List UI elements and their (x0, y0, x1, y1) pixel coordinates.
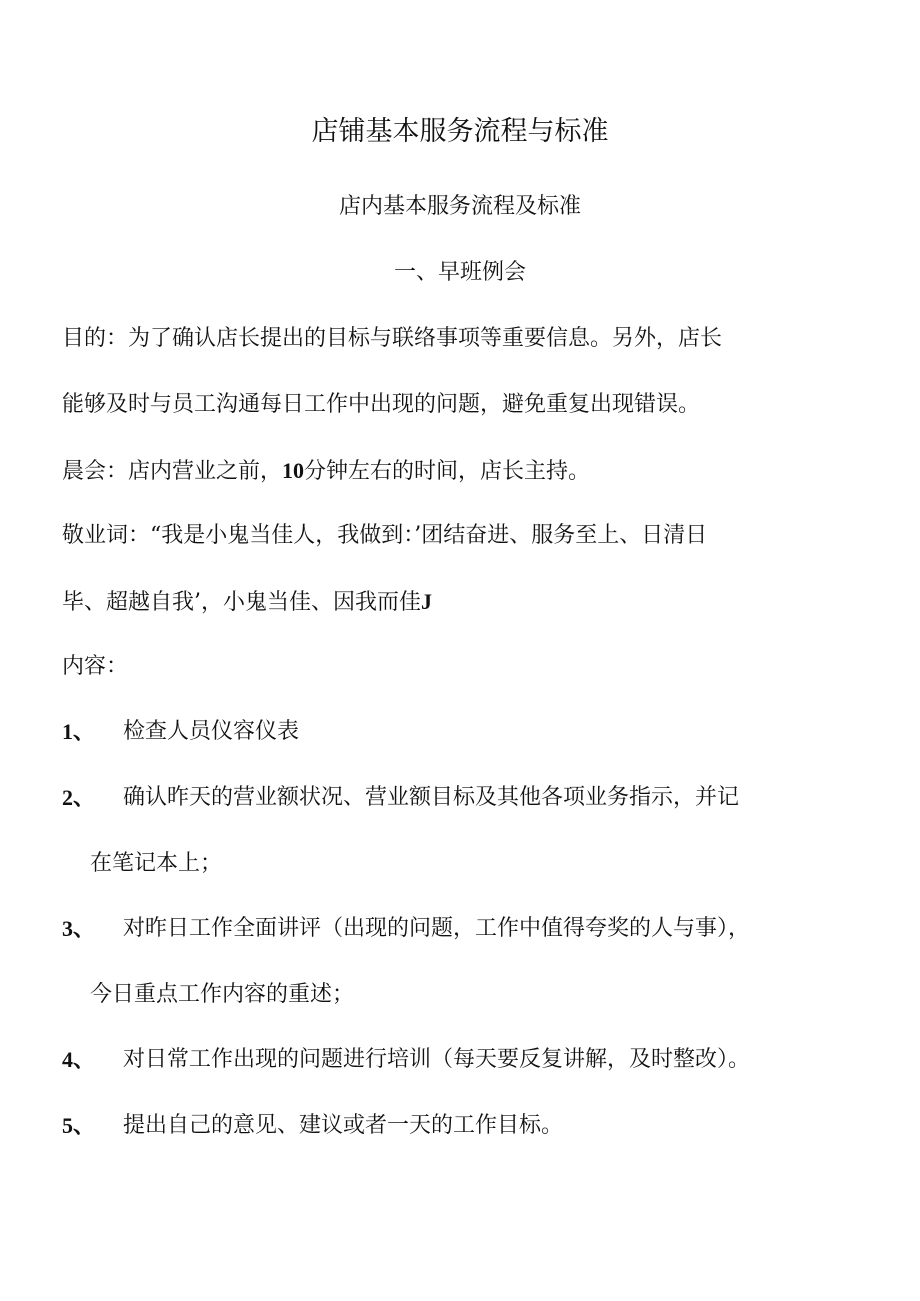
morning-meeting-suffix: 分钟左右的时间，店长主持。 (304, 459, 591, 484)
list-item-text: 确认昨天的营业额状况、营业额目标及其他各项业务指示，并记 (123, 785, 740, 810)
list-item-continuation: 在笔记本上； (90, 851, 223, 876)
list-item-text: 对昨日工作全面讲评（出现的问题，工作中值得夸奖的人与事）， (123, 916, 751, 941)
section-heading: 一、早班例会 (393, 260, 526, 285)
motto-line-2-mark: J (421, 589, 432, 614)
content-label: 内容： (62, 654, 129, 679)
list-item-number: 3、 (62, 916, 96, 941)
list-item-text: 对日常工作出现的问题进行培训（每天要反复讲解，及时整改）。 (123, 1047, 751, 1072)
document-subtitle: 店内基本服务流程及标准 (338, 194, 581, 219)
motto-line-2-text: 毕、超越自我’，小鬼当佳、因我而佳 (62, 590, 421, 615)
document-title: 店铺基本服务流程与标准 (311, 116, 609, 147)
list-item-number: 2、 (62, 785, 96, 810)
list-item-number: 4、 (62, 1047, 96, 1072)
motto-line-2 (62, 585, 432, 620)
list-item-number: 5、 (62, 1113, 96, 1138)
motto-line-1: 敬业词：“我是小鬼当佳人，我做到：’团结奋进、服务至上、日清日 (62, 523, 708, 548)
morning-meeting-line (62, 454, 590, 489)
morning-meeting-number: 10 (282, 458, 305, 483)
list-item-continuation: 今日重点工作内容的重述； (90, 982, 355, 1007)
list-item-number: 1、 (62, 719, 96, 744)
list-item-text: 检查人员仪容仪表 (123, 719, 300, 744)
purpose-line-1: 目的：为了确认店长提出的目标与联络事项等重要信息。另外，店长 (62, 326, 723, 351)
purpose-line-2: 能够及时与员工沟通每日工作中出现的问题，避免重复出现错误。 (62, 392, 701, 417)
list-item-text: 提出自己的意见、建议或者一天的工作目标。 (123, 1113, 564, 1138)
morning-meeting-prefix: 晨会：店内营业之前， (62, 459, 283, 484)
